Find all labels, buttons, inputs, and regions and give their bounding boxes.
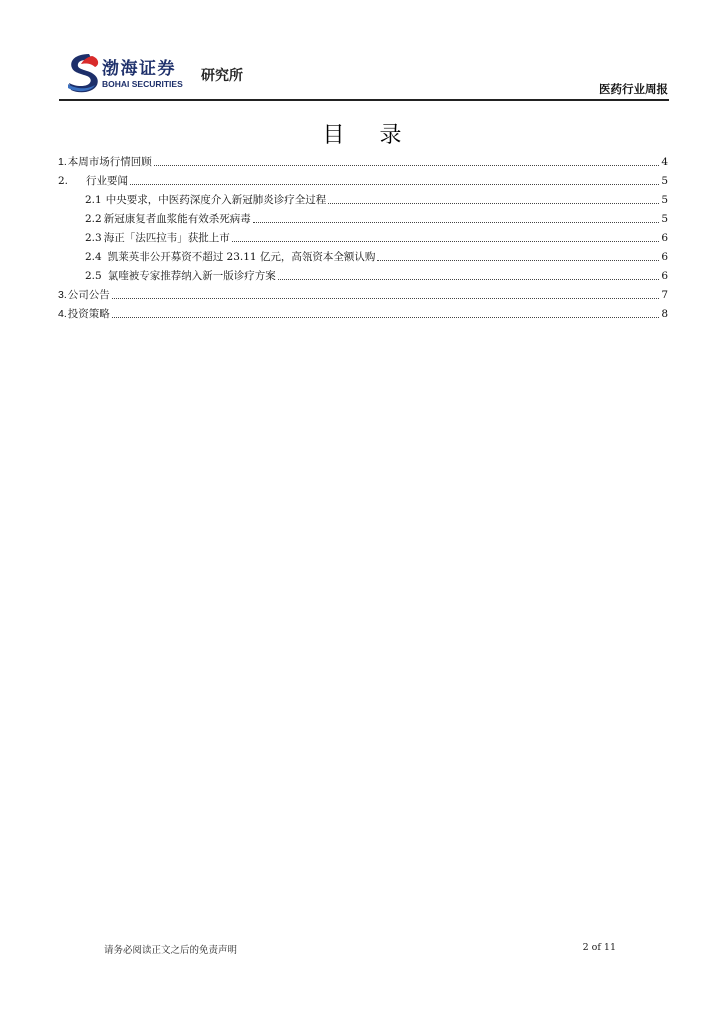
toc-entry-page: 6	[661, 270, 668, 282]
toc-entry[interactable]	[85, 269, 668, 283]
footer-page-number: 2 of 11	[582, 942, 616, 953]
toc-entry-page: 7	[661, 289, 668, 301]
page-header	[62, 48, 672, 100]
toc-entry-text: 氯喹被专家推荐纳入新一版诊疗方案	[107, 270, 276, 282]
toc-entry-page: 5	[661, 213, 668, 225]
header-divider	[59, 99, 669, 101]
toc-entry-text: 中央要求，中医药深度介入新冠肺炎诊疗全过程	[105, 194, 327, 206]
toc-entry[interactable]	[85, 212, 668, 226]
toc-entry-text: 投资策略	[67, 308, 110, 320]
toc-dot-leader	[130, 184, 659, 185]
logo-english-name: BOHAI SECURITIES	[102, 79, 183, 89]
toc-entry[interactable]	[58, 288, 668, 302]
toc-entry[interactable]	[58, 307, 668, 321]
toc-dot-leader	[278, 279, 660, 280]
institute-label: 研究所	[201, 68, 243, 84]
bohai-logo-mark-icon	[65, 52, 101, 94]
toc-dot-leader	[232, 241, 660, 242]
toc-entry[interactable]	[58, 174, 668, 188]
toc-entry-page: 6	[661, 232, 668, 244]
toc-title: 目 录	[322, 123, 416, 148]
toc-entry-text: 公司公告	[67, 289, 110, 301]
toc-entry[interactable]	[85, 231, 668, 245]
toc-entry-page: 4	[661, 156, 668, 168]
toc-entry[interactable]	[85, 250, 668, 264]
toc-entry-number: 2.4	[85, 251, 102, 263]
toc-entry-number: 2.3	[85, 232, 102, 244]
toc-entry-text: 行业要闻	[86, 175, 128, 187]
toc-dot-leader	[112, 317, 660, 318]
toc-entry-text: 新冠康复者血浆能有效杀死病毒	[103, 213, 251, 225]
toc-entry-number: 3.	[58, 289, 67, 301]
toc-entry-page: 6	[661, 251, 668, 263]
toc-entry-page: 5	[661, 194, 668, 206]
toc-entry-number: 2.1	[85, 194, 102, 206]
toc-entry-number: 1.	[58, 156, 67, 168]
toc-dot-leader	[112, 298, 660, 299]
report-type-label: 医药行业周报	[599, 82, 668, 96]
toc-entry-text: 凯莱英非公开募资不超过 23.11 亿元，高瓴资本全额认购	[107, 251, 376, 263]
toc-dot-leader	[328, 203, 659, 204]
toc-entry-number: 2.2	[85, 213, 102, 225]
toc-entry-page: 5	[661, 175, 668, 187]
toc-entry-number: 2.	[58, 175, 69, 187]
toc-entry-text: 海正「法匹拉韦」获批上市	[103, 232, 230, 244]
toc-dot-leader	[253, 222, 660, 223]
toc-dot-leader	[154, 165, 660, 166]
toc-entry[interactable]	[85, 193, 668, 207]
toc-entry[interactable]	[58, 155, 668, 169]
toc-entry-text: 本周市场行情回顾	[67, 156, 152, 168]
toc-entry-number: 4.	[58, 308, 67, 320]
logo-chinese-name: 渤海证券	[102, 59, 176, 79]
toc-entry-page: 8	[661, 308, 668, 320]
footer-disclaimer: 请务必阅读正文之后的免责声明	[104, 945, 238, 956]
toc-entry-number: 2.5	[85, 270, 102, 282]
toc-dot-leader	[377, 260, 659, 261]
